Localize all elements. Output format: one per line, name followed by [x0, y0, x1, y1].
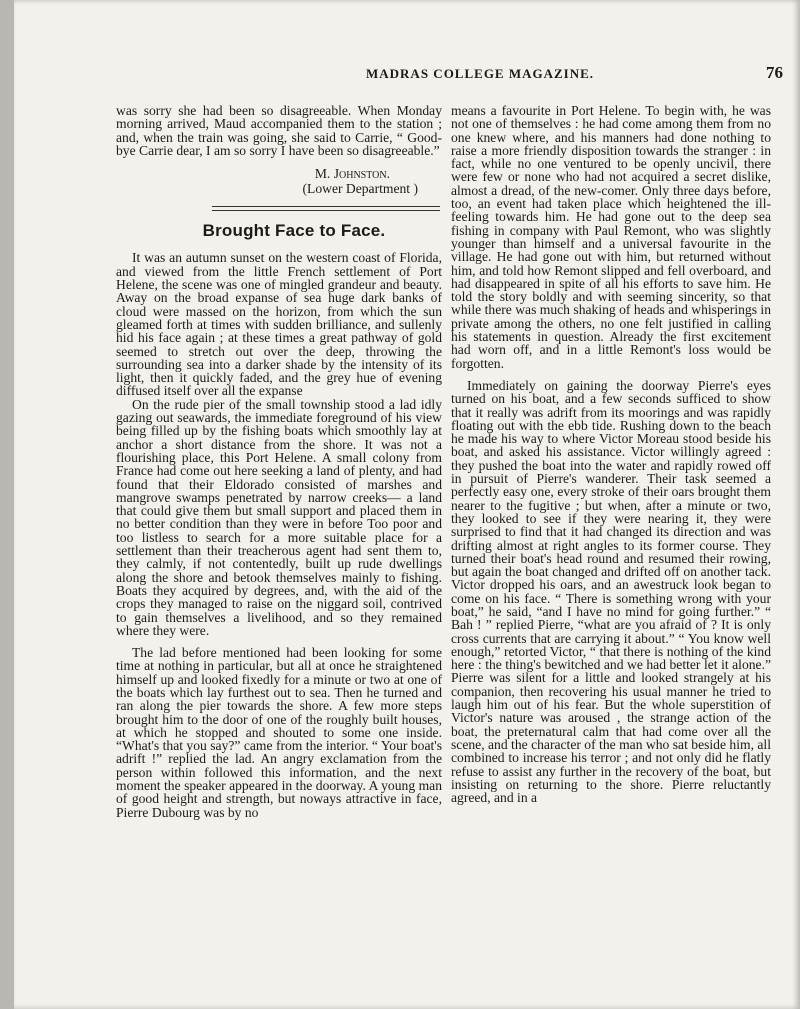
divider-line	[212, 210, 440, 211]
continuation-paragraph: was sorry she had been so disagreeable. When Monday morning arrived, Maud accompanied them to the station ; and, when the train was going, she said to Carrie, “ Good-bye Carrie dear, I am so sorry I have been so disagreeable.”	[116, 103, 442, 158]
story-paragraph: Immediately on gaining the doorway Pierre's eyes turned on his boat, and a few seconds sufficed to show that it really was adrift from its moorings and was rapidly floating out with the ebb tide. Rushing down to the beach he made his way to where Victor Moreau stood beside his boat, and asked his assistance. Victor willingly agreed : they pushed the boat into the water and rapidly rowed off in pursuit of Pierre's wanderer. Their task seemed a perfectly easy one, every stroke of their oars brought them nearer to the fugitive ; but when, after a minute or two, they looked to see if they were nearing it, they were surprised to find that it had changed its direction and was drifting almost at right angles to its former course. They turned their boat's head round and resumed their rowing, but again the boat changed and drifted off on another tack. Victor dropped his oars, and an awestruck look began to come on his face. “ There is something wrong with your boat,” he said, “and I have no mind for going further.” “ Bah ! ” replied Pierre, “what are you afraid of ? It is only cross currents that are carrying it about.” “ You know well enough,” retorted Victor, “ that there is nothing of the kind here : the thing's bewitched and we had better let it alone.” Pierre was silent for a little and looked strangely at his companion, then recovering his usual manner he tried to laugh him out of his fear. But the whole superstition of Victor's nature was aroused , the strange action of the boat, the preternatural calm that had come over all the scene, and the character of the man who sat beside him, all combined to increase his terror ; and not only did he flatly refuse to assist any further in the recovery of the boat, but insisting on returning to the shore. Pierre reluctantly agreed, and in a	[451, 377, 771, 806]
story-title: Brought Face to Face.	[202, 221, 386, 241]
story-paragraph: The lad before mentioned had been looking for some time at nothing in particular, but all at once he straightened himself up and looked fixedly for a minute or two at one of the boats which lay furthest out to sea. Then he turned and ran along the pier towards the shore. A few more steps brought him to the door of one of the roughly built houses, at which he stopped and shouted to some one inside. “What's that you say?” came from the interior. “ Your boat's adrift !” replied the lad. An angry exclamation from the person within followed this information, and the next moment the speaker appeared in the doorway. A young man of good height and strength, but noways attractive in face, Pierre Dubourg was by no	[116, 645, 442, 820]
section-divider	[116, 206, 442, 211]
right-column	[451, 104, 771, 804]
story-paragraph: On the rude pier of the small township stood a lad idly gazing out seawards, the immediate foreground of his view being filled up by the fishing boats which smoothly lay at anchor a short distance from the shore. It was not a flourishing place, this Port Helene. A small colony from France had come out here seeking a land of plenty, and had found that their Eldorado consisted of marshes and mangrove swamps penetrated by narrow creeks— a land that could give them but small support and placed them in no better condition than they were in before Too poor and too listless to search for a more suitable place for a settlement than their treacherous agent had sent them to, they calmly, if not contentedly, built up rude dwellings along the shore and betook themselves mainly to fishing. Boats they acquired by degrees, and, with the aid of the crops they managed to raise on the niggard soil, contrived to gain themselves a livelihood, and so they remained where they were.	[116, 396, 442, 638]
story-paragraph: means a favourite in Port Helene. To begin with, he was not one of themselves : he had come among them from no one knew where, and his manners had done nothing to raise a more friendly disposition towards the stranger : in fact, while no one ventured to be openly uncivil, there were few or none who had not acquired a secret dislike, almost a dread, of the new-comer. Only three days before, too, an event had taken place which heightened the ill-feeling towards him. He had gone out to the deep sea fishing in company with Paul Remont, who was slightly younger than himself and a universal favourite in the village. He had gone out with him, but returned without him, and told how Remont slipped and fell overboard, and had disappeared in spite of all his efforts to save him. He told the story boldly and with seeming sincerity, so that while there was much shaking of heads and whisperings in private among the others, no one felt justified in calling his statements in question. Already the first excitement had worn off, and in a little Remont's loss would be forgotten.	[451, 103, 771, 371]
divider-line	[212, 206, 440, 207]
magazine-title: MADRAS COLLEGE MAGAZINE.	[366, 66, 595, 81]
signature	[116, 166, 442, 196]
page-header	[14, 63, 800, 86]
author-department: (Lower Department )	[302, 181, 418, 197]
magazine-page	[14, 0, 800, 1009]
author-name: M. Johnston.	[314, 166, 390, 182]
left-column	[116, 104, 442, 819]
story-paragraph: It was an autumn sunset on the western coast of Florida, and viewed from the little French settlement of Port Helene, the scene was one of mingled grandeur and beauty. Away on the broad expanse of sea huge dark banks of cloud were massed on the horizon, from which the sun gleamed forth at times with sudden brilliance, and sullenly hid his face again ; at these times a great pathway of gold seemed to stretch out over the deep, throwing the surrounding sea into a darker shade by the intensity of its light, then it quickly faded, and the grey hue of evening diffused itself over all the expanse	[116, 250, 442, 399]
page-number: 76	[766, 63, 783, 82]
